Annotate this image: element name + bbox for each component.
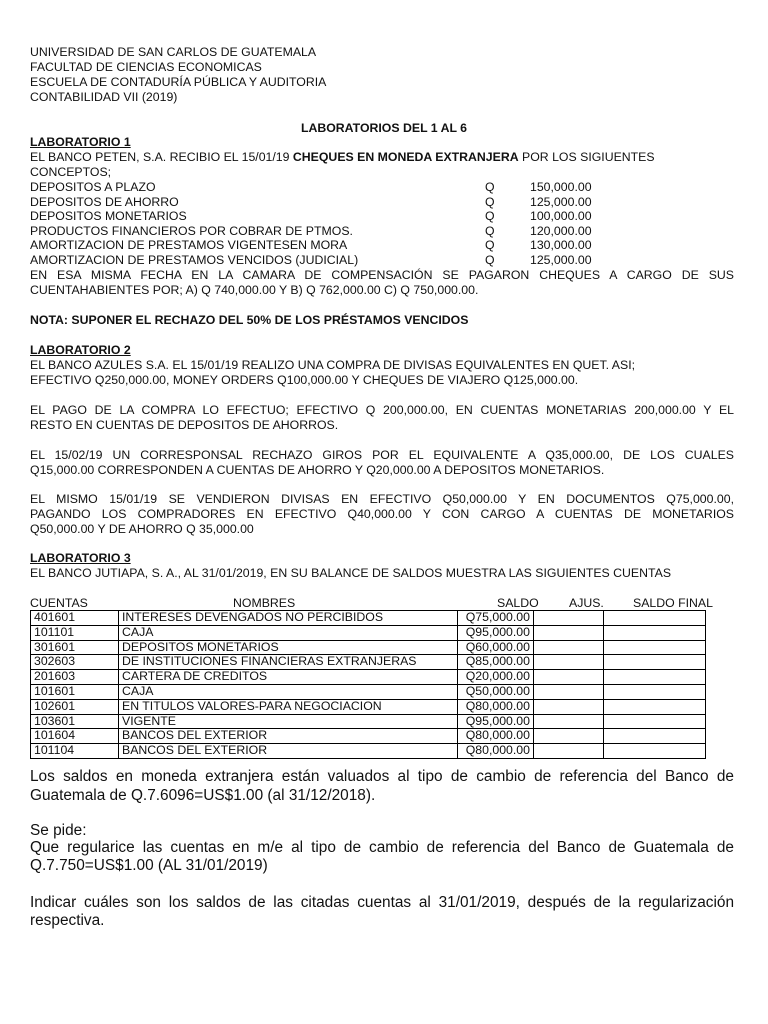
table-row — [31, 670, 706, 685]
se-pide-label: Se pide: — [30, 822, 87, 839]
cell-cuenta: 103601 — [31, 714, 119, 729]
accounts-table — [30, 610, 706, 759]
cell-saldo: Q80,000.00 — [458, 699, 534, 714]
column-ajus: AJUS. — [569, 596, 604, 610]
lab1-item-amount: 125,000.00 — [530, 252, 592, 267]
faculty-name: FACULTAD DE CIENCIAS ECONOMICAS — [30, 60, 262, 74]
lab2-p4-line2: PAGANDO LOS COMPRADORES EN EFECTIVO Q40,000.00 Y CON CARGO A CUENTAS DE MONETARIOS — [30, 507, 734, 521]
column-nombres: NOMBRES — [233, 596, 296, 610]
lab1-closing-line2: CUENTAHABIENTES POR; A) Q 740,000.00 Y B) Q 762,000.00 C) Q 750,000.00. — [30, 283, 479, 297]
lab2-p1-line2: EFECTIVO Q250,000.00, MONEY ORDERS Q100,000.00 Y CHEQUES DE VIAJERO Q125,000.00. — [30, 373, 579, 387]
lab1-closing-line1: EN ESA MISMA FECHA EN LA CAMARA DE COMPENSACIÓN SE PAGARON CHEQUES A CARGO DE SUS — [30, 268, 734, 282]
lab1-intro-pre: EL BANCO PETEN, S.A. RECIBIO EL 15/01/19 — [30, 150, 293, 164]
lab1-intro-bold: CHEQUES EN MONEDA EXTRANJERA — [292, 150, 519, 164]
lab2-heading: LABORATORIO 2 — [30, 343, 131, 357]
lab1-item-currency: Q — [485, 223, 495, 238]
lab1-item-currency: Q — [485, 194, 495, 209]
lab2-p2-line2: RESTO EN CUENTAS DE DEPOSITOS DE AHORROS. — [30, 418, 339, 432]
cell-saldo: Q85,000.00 — [458, 655, 534, 670]
lab1-item-currency: Q — [485, 252, 495, 267]
lab1-item-concept: AMORTIZACION DE PRESTAMOS VIGENTESEN MORA — [30, 238, 348, 252]
ask2-line1: Indicar cuáles son los saldos de las citadas cuentas al 31/01/2019, después de la regularización — [30, 894, 734, 911]
cell-cuenta: 401601 — [31, 611, 119, 626]
cell-nombre: VIGENTE — [119, 714, 458, 729]
column-cuentas: CUENTAS — [30, 596, 88, 610]
lab1-heading: LABORATORIO 1 — [30, 135, 131, 149]
lab1-item-amount: 150,000.00 — [530, 180, 592, 194]
table-row — [31, 714, 706, 729]
cell-saldo: Q95,000.00 — [458, 714, 534, 729]
cell-saldo: Q75,000.00 — [458, 611, 534, 626]
table-row — [31, 744, 706, 759]
cell-saldo-final — [604, 744, 706, 759]
lab1-item-amount: 120,000.00 — [530, 223, 592, 238]
column-saldo-final: SALDO FINAL — [633, 596, 713, 610]
cell-cuenta: 101104 — [31, 744, 119, 759]
cell-ajus — [534, 670, 604, 685]
cell-ajus — [534, 640, 604, 655]
lab2-p4-line1: EL MISMO 15/01/19 SE VENDIERON DIVISAS EN EFECTIVO Q50,000.00 Y EN DOCUMENTOS Q75,000.00, — [30, 492, 734, 506]
cell-nombre: CAJA — [119, 684, 458, 699]
cell-saldo-final — [604, 611, 706, 626]
cell-nombre: CAJA — [119, 625, 458, 640]
lab1-item-concept: AMORTIZACION DE PRESTAMOS VENCIDOS (JUDICIAL) — [30, 252, 359, 267]
cell-saldo-final — [604, 640, 706, 655]
lab1-item-amount: 100,000.00 — [530, 209, 592, 223]
lab1-item-currency: Q — [485, 209, 495, 223]
cell-cuenta: 201603 — [31, 670, 119, 685]
lab1-item — [30, 253, 734, 268]
column-saldo: SALDO — [497, 596, 539, 610]
cell-saldo-final — [604, 684, 706, 699]
lab1-intro — [30, 150, 655, 165]
ask2-line2: respectiva. — [30, 912, 105, 929]
lab1-item-currency: Q — [485, 238, 495, 252]
cell-ajus — [534, 611, 604, 626]
cell-saldo-final — [604, 729, 706, 744]
table-row — [31, 729, 706, 744]
cell-cuenta: 101604 — [31, 729, 119, 744]
cell-cuenta: 301601 — [31, 640, 119, 655]
lab1-item — [30, 209, 734, 224]
lab1-item-amount: 130,000.00 — [530, 238, 592, 252]
course-name: CONTABILIDAD VII (2019) — [30, 90, 178, 104]
cell-saldo: Q80,000.00 — [458, 729, 534, 744]
cell-nombre: BANCOS DEL EXTERIOR — [119, 744, 458, 759]
cell-nombre: INTERESES DEVENGADOS NO PERCIBIDOS — [119, 611, 458, 626]
cell-ajus — [534, 625, 604, 640]
cell-nombre: CARTERA DE CREDITOS — [119, 670, 458, 685]
lab1-item-concept: DEPOSITOS A PLAZO — [30, 180, 156, 194]
cell-nombre: EN TITULOS VALORES-PARA NEGOCIACION — [119, 699, 458, 714]
ask1-line1: Que regularice las cuentas en m/e al tipo de cambio de referencia del Banco de Guatemala de — [30, 839, 734, 856]
cell-saldo-final — [604, 655, 706, 670]
cell-ajus — [534, 684, 604, 699]
table-row — [31, 655, 706, 670]
lab1-item — [30, 224, 734, 239]
cell-cuenta: 102601 — [31, 699, 119, 714]
lab1-item-currency: Q — [485, 180, 495, 194]
lab2-p4-line3: Q50,000.00 Y DE AHORRO Q 35,000.00 — [30, 522, 254, 536]
lab1-item — [30, 180, 734, 195]
cell-nombre: DEPOSITOS MONETARIOS — [119, 640, 458, 655]
lab1-item-amount: 125,000.00 — [530, 194, 592, 209]
cell-ajus — [534, 744, 604, 759]
cell-saldo-final — [604, 625, 706, 640]
cell-saldo: Q95,000.00 — [458, 625, 534, 640]
lab1-item-concept: PRODUCTOS FINANCIEROS POR COBRAR DE PTMOS. — [30, 223, 353, 238]
cell-saldo: Q80,000.00 — [458, 744, 534, 759]
lab1-note: NOTA: SUPONER EL RECHAZO DEL 50% DE LOS PRÉSTAMOS VENCIDOS — [30, 313, 469, 327]
lab2-p3-line2: Q15,000.00 CORRESPONDEN A CUENTAS DE AHORRO Y Q20,000.00 A DEPOSITOS MONETARIOS. — [30, 463, 605, 477]
cell-saldo-final — [604, 714, 706, 729]
cell-ajus — [534, 729, 604, 744]
cell-nombre: DE INSTITUCIONES FINANCIERAS EXTRANJERAS — [119, 655, 458, 670]
lab1-item-concept: DEPOSITOS MONETARIOS — [30, 209, 187, 223]
cell-cuenta: 101601 — [31, 684, 119, 699]
cell-saldo-final — [604, 699, 706, 714]
lab3-heading: LABORATORIO 3 — [30, 551, 131, 565]
cell-ajus — [534, 655, 604, 670]
lab1-item — [30, 195, 734, 210]
cell-ajus — [534, 714, 604, 729]
cell-cuenta: 101101 — [31, 625, 119, 640]
lab1-item — [30, 238, 734, 253]
cell-nombre: BANCOS DEL EXTERIOR — [119, 729, 458, 744]
valuation-line2: Guatemala de Q.7.6096=US$1.00 (al 31/12/2018). — [30, 787, 376, 804]
cell-ajus — [534, 699, 604, 714]
table-row — [31, 640, 706, 655]
cell-saldo: Q50,000.00 — [458, 684, 534, 699]
cell-saldo-final — [604, 670, 706, 685]
lab1-intro-post: POR LOS SIGIUENTES — [518, 150, 655, 164]
ask1-line2: Q.7.750=US$1.00 (AL 31/01/2019) — [30, 857, 268, 874]
table-row — [31, 684, 706, 699]
university-name: UNIVERSIDAD DE SAN CARLOS DE GUATEMALA — [30, 45, 317, 59]
table-row — [31, 625, 706, 640]
page-title: LABORATORIOS DEL 1 AL 6 — [300, 121, 468, 135]
lab3-intro: EL BANCO JUTIAPA, S. A., AL 31/01/2019, EN SU BALANCE DE SALDOS MUESTRA LAS SIGUIENTES CUENTAS — [30, 566, 672, 580]
lab2-p1-line1: EL BANCO AZULES S.A. EL 15/01/19 REALIZO UNA COMPRA DE DIVISAS EQUIVALENTES EN QUET. ASI; — [30, 358, 636, 372]
table-row — [31, 611, 706, 626]
cell-saldo: Q60,000.00 — [458, 640, 534, 655]
lab2-p3-line1: EL 15/02/19 UN CORRESPONSAL RECHAZO GIROS POR EL EQUIVALENTE A Q35,000.00, DE LOS CUALES — [30, 448, 734, 462]
valuation-line1: Los saldos en moneda extranjera están valuados al tipo de cambio de referencia del Banco de — [30, 768, 734, 785]
table-row — [31, 699, 706, 714]
lab1-item-concept: DEPOSITOS DE AHORRO — [30, 194, 179, 209]
school-name: ESCUELA DE CONTADURÍA PÚBLICA Y AUDITORIA — [30, 75, 327, 89]
lab1-intro-line2: CONCEPTOS; — [30, 165, 112, 179]
lab2-p2-line1: EL PAGO DE LA COMPRA LO EFECTUO; EFECTIVO Q 200,000.00, EN CUENTAS MONETARIAS 200,000.00 Y EL — [30, 403, 734, 417]
cell-saldo: Q20,000.00 — [458, 670, 534, 685]
cell-cuenta: 302603 — [31, 655, 119, 670]
